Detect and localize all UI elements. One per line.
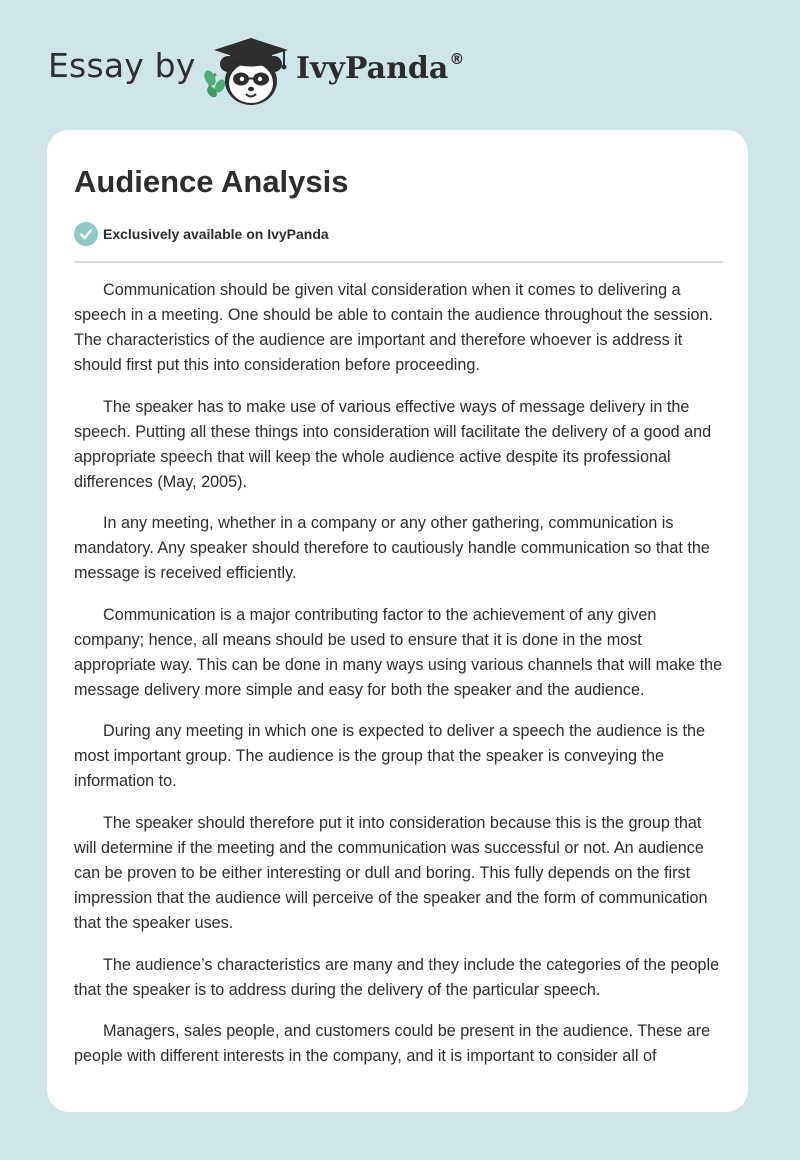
- essay-paragraph: During any meeting in which one is expected to deliver a speech the audience is the most important group. The audience is the group that the speaker is conveying the information to.: [74, 722, 706, 791]
- essay-body: [74, 278, 726, 1086]
- exclusive-badge-label: Exclusively available on IvyPanda: [103, 226, 329, 242]
- divider: [74, 261, 723, 263]
- check-circle-icon: [74, 222, 98, 246]
- essay-by-label: Essay by: [48, 46, 196, 85]
- registered-mark: ®: [449, 50, 465, 68]
- essay-paragraph: Managers, sales people, and customers could be present in the audience. These are people with different interests in the company, and it is important to consider all of: [74, 1022, 711, 1066]
- essay-paragraph: The speaker should therefore put it into consideration because this is the group that will determine if the meeting and the communication was successful or not. An audience can be proven to be either interesting or dull and boring. This fully depends on the first impression that the audience will perceive of the speaker and the form of communication that the speaker uses.: [74, 813, 708, 932]
- essay-paragraph: Communication should be given vital consideration when it comes to delivering a speech in a meeting. One should be able to contain the audience throughout the session. The characteristics of the audience are important and therefore whoever is address it should first put this into consideration before proceeding.: [74, 281, 713, 374]
- panda-graduate-icon: [200, 34, 292, 110]
- essay-paragraph: Communication is a major contributing factor to the achievement of any given company; hence, all means should be used to ensure that it is done in the most appropriate way. This can be done in many ways using various channels that will make the message delivery more simple and easy for both the speaker and the audience.: [74, 605, 723, 699]
- brand-name[interactable]: [296, 50, 464, 86]
- essay-paragraph: The speaker has to make use of various effective ways of message delivery in the speech. Putting all these things into consideration will facilitate the delivery of a good and appropriate speech that will keep the whole audience active despite its professional differences (May, 2005).: [74, 397, 712, 491]
- exclusive-badge: [74, 222, 329, 246]
- essay-paragraph: The audience’s characteristics are many and they include the categories of the people that the speaker is to address during the delivery of the particular speech.: [74, 955, 720, 999]
- brand-text: IvyPanda: [296, 51, 449, 86]
- page-title: Audience Analysis: [74, 164, 349, 199]
- essay-paragraph: In any meeting, whether in a company or any other gathering, communication is mandatory. Any speaker should therefore to cautiously handle communication so that the message is received efficiently.: [74, 514, 710, 583]
- essay-card: [47, 130, 748, 1112]
- site-header: [0, 0, 800, 130]
